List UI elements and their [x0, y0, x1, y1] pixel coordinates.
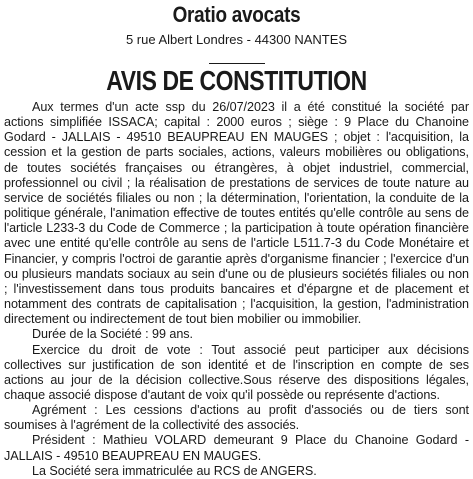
legal-notice [4, 0, 469, 479]
notice-title: AVIS DE CONSTITUTION [106, 65, 367, 96]
paragraph-registration: La Société sera immatriculée au RCS de ANGERS. [32, 463, 317, 478]
header-divider [209, 63, 265, 64]
firm-address: 5 rue Albert Londres - 44300 NANTES [125, 32, 348, 47]
paragraph-constitution: Aux termes d'un acte ssp du 26/07/2023 il a été constitué la société par actions simplifiée ISSACA; capital : 2000 euros ; siège : 9 Place du Chanoine Godard - JALLAIS - 49510 BEAUPREAU EN MAUGES ; objet : l'acquisition, la cession et la gestion de parts sociales, actions, valeurs mobilières ou obligations, de toutes sociétés françaises ou étrangères, à objet industriel, commercial, professionnel ou civil ; la réalisation de prestations de services de toute nature au service de sociétés filiales ou non ; la détermination, l'orientation, la conduite de la politique générale, l'animation effective de toutes entités qu'elle contrôle au sens de l'article L233-3 du Code de Commerce ; la participation à toute opération financière avec une entité qu'elle contrôle au sens de l'article L511.7-3 du Code Monétaire et Financier, y compris l'octroi de garantie après d'organisme financier ; l'exercice d'un ou plusieurs mandats sociaux au sein d'une ou de plusieurs sociétés filiales ou non ; l'investissement dans tous produits bancaires et d'épargne et de placement et notamment des contrats de capitalisation ; l'acquisition, la gestion, l'administration directement ou indirectement de tout bien mobilier ou immobilier. [4, 100, 469, 327]
firm-name: Oratio avocats [172, 2, 301, 27]
paragraph-duration: Durée de la Société : 99 ans. [32, 327, 193, 342]
paragraph-approval: Agrément : Les cessions d'actions au profit d'associés ou de tiers sont soumises à l'agrément de la collectivité des associés. [4, 403, 469, 433]
paragraph-voting-rights: Exercice du droit de vote : Tout associé peut participer aux décisions collectives sur justification de son identité et de l'inscription en compte de ses actions au jour de la décision collective.Sous réserve des dispositions légales, chaque associé dispose d'autant de voix qu'il possède ou représente d'actions. [4, 342, 469, 402]
paragraph-president: Président : Mathieu VOLARD demeurant 9 Place du Chanoine Godard -JALLAIS - 49510 BEAUPREAU EN MAUGES. [4, 433, 469, 463]
notice-body [4, 100, 469, 479]
